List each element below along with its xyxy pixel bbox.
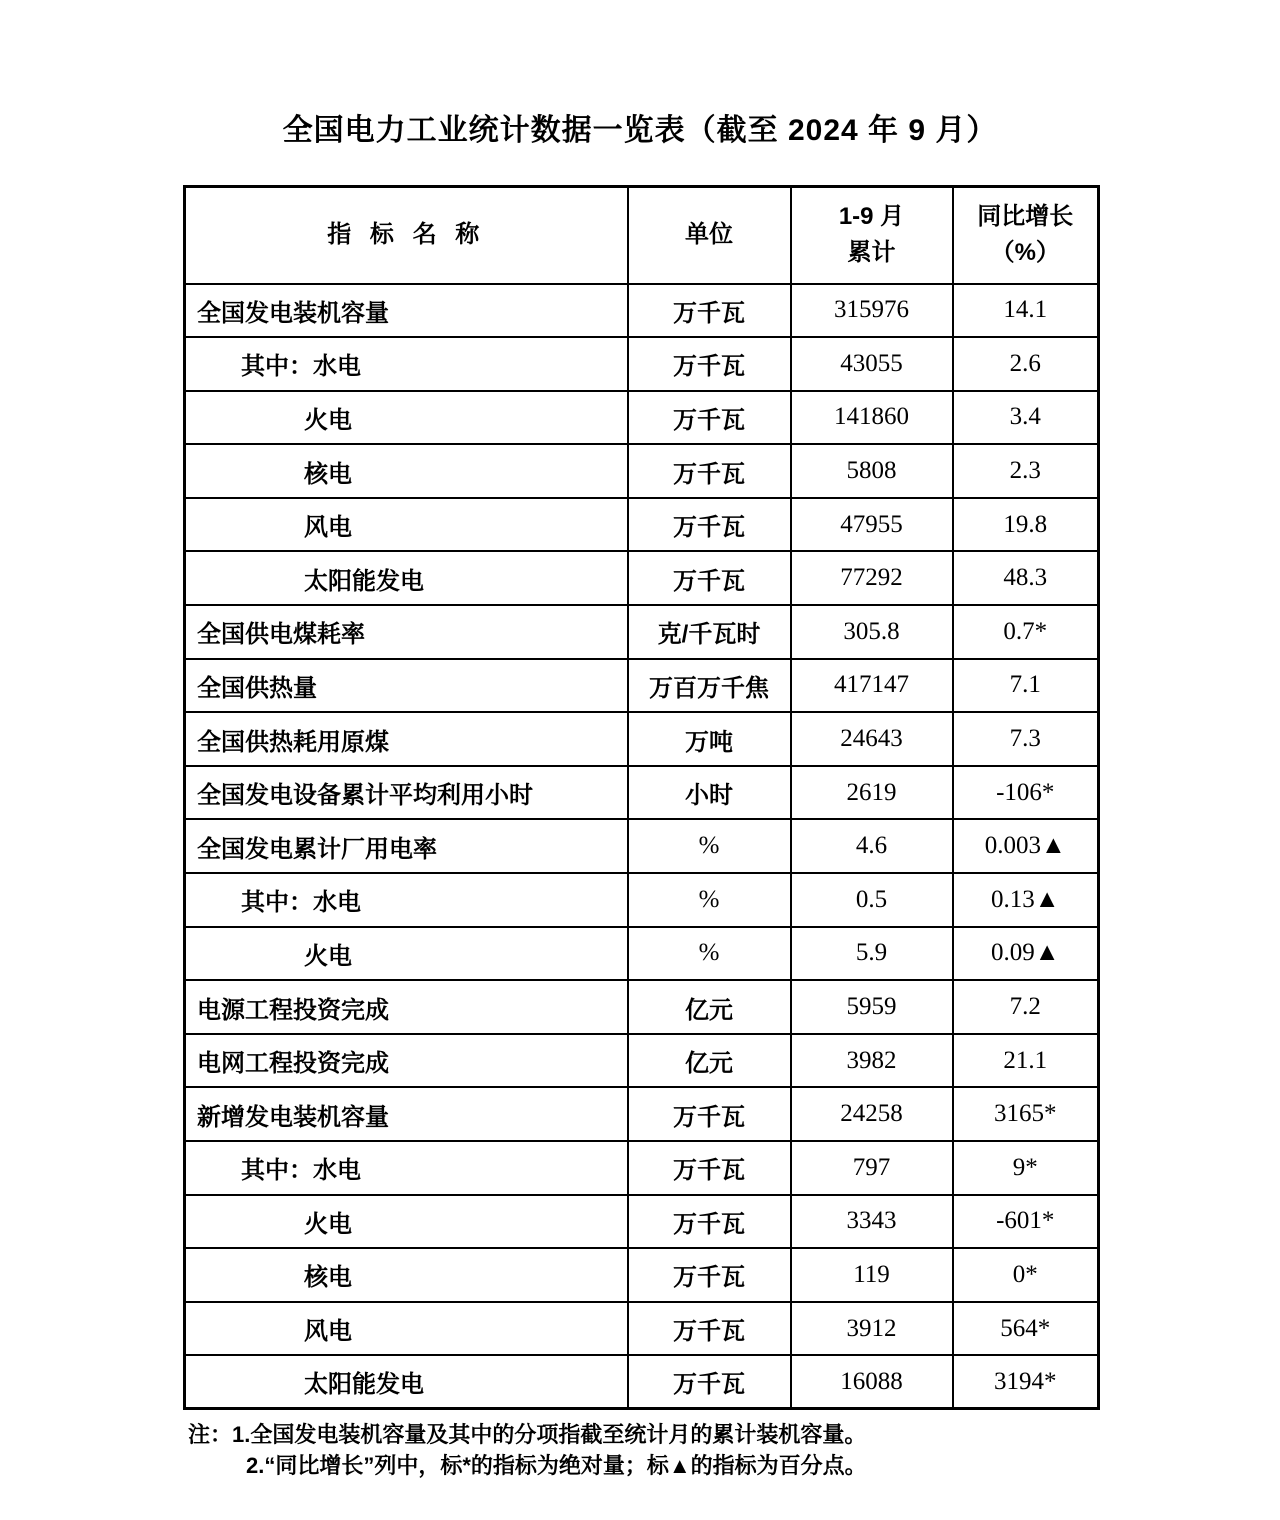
statistics-table	[183, 185, 1100, 1410]
unit-cell: 万吨	[628, 712, 791, 766]
unit-cell: 万千瓦	[628, 337, 791, 391]
cumulative-value-cell: 119	[791, 1248, 953, 1302]
indicator-cell: 全国供电煤耗率	[185, 605, 628, 659]
table-row	[185, 1087, 1099, 1141]
col-header-unit: 单位	[628, 187, 791, 284]
indicator-cell: 全国供热耗用原煤	[185, 712, 628, 766]
unit-cell: 万千瓦	[628, 444, 791, 498]
col-header-period-line2: 累计	[847, 239, 896, 267]
indicator-cell: 太阳能发电	[185, 1355, 628, 1409]
yoy-growth-cell: 0.003▲	[953, 819, 1099, 873]
cumulative-value-cell: 24258	[791, 1087, 953, 1141]
indicator-cell: 太阳能发电	[185, 551, 628, 605]
indicator-cell: 电源工程投资完成	[185, 980, 628, 1034]
yoy-growth-cell: 0*	[953, 1248, 1099, 1302]
indicator-cell: 风电	[185, 498, 628, 552]
col-header-indicator: 指 标 名 称	[185, 187, 628, 284]
cumulative-value-cell: 2619	[791, 766, 953, 820]
unit-cell: %	[628, 927, 791, 981]
unit-cell: 万百万千焦	[628, 659, 791, 713]
yoy-growth-cell: 7.3	[953, 712, 1099, 766]
yoy-growth-cell: 564*	[953, 1302, 1099, 1356]
cumulative-value-cell: 5808	[791, 444, 953, 498]
unit-cell: 万千瓦	[628, 1087, 791, 1141]
cumulative-value-cell: 3982	[791, 1034, 953, 1088]
table-row	[185, 605, 1099, 659]
unit-cell: 万千瓦	[628, 1302, 791, 1356]
table-row	[185, 712, 1099, 766]
table-row	[185, 1034, 1099, 1088]
indicator-cell: 其中：水电	[185, 873, 628, 927]
cumulative-value-cell: 305.8	[791, 605, 953, 659]
unit-cell: 小时	[628, 766, 791, 820]
indicator-cell: 全国供热量	[185, 659, 628, 713]
unit-cell: 万千瓦	[628, 391, 791, 445]
yoy-growth-cell: 7.2	[953, 980, 1099, 1034]
indicator-cell: 其中：水电	[185, 1141, 628, 1195]
col-header-growth	[953, 187, 1099, 284]
indicator-cell: 火电	[185, 391, 628, 445]
col-header-period	[791, 187, 953, 284]
table-row	[185, 551, 1099, 605]
yoy-growth-cell: 19.8	[953, 498, 1099, 552]
cumulative-value-cell: 417147	[791, 659, 953, 713]
table-row	[185, 1248, 1099, 1302]
cumulative-value-cell: 77292	[791, 551, 953, 605]
table-row	[185, 927, 1099, 981]
yoy-growth-cell: 48.3	[953, 551, 1099, 605]
yoy-growth-cell: 7.1	[953, 659, 1099, 713]
table-row	[185, 284, 1099, 338]
indicator-cell: 电网工程投资完成	[185, 1034, 628, 1088]
indicator-cell: 新增发电装机容量	[185, 1087, 628, 1141]
yoy-growth-cell: -601*	[953, 1195, 1099, 1249]
cumulative-value-cell: 5959	[791, 980, 953, 1034]
yoy-growth-cell: 0.09▲	[953, 927, 1099, 981]
table-row	[185, 873, 1099, 927]
yoy-growth-cell: 0.13▲	[953, 873, 1099, 927]
unit-cell: 亿元	[628, 980, 791, 1034]
unit-cell: %	[628, 819, 791, 873]
footnotes	[188, 1419, 1088, 1481]
cumulative-value-cell: 3912	[791, 1302, 953, 1356]
unit-cell: %	[628, 873, 791, 927]
page-title: 全国电力工业统计数据一览表（截至 2024 年 9 月）	[282, 114, 998, 147]
cumulative-value-cell: 3343	[791, 1195, 953, 1249]
table-row	[185, 659, 1099, 713]
indicator-cell: 全国发电设备累计平均利用小时	[185, 766, 628, 820]
col-header-growth-line1: 同比增长	[977, 203, 1074, 231]
table-row	[185, 391, 1099, 445]
table-header-row	[185, 187, 1099, 284]
cumulative-value-cell: 43055	[791, 337, 953, 391]
yoy-growth-cell: 3.4	[953, 391, 1099, 445]
indicator-cell: 其中：水电	[185, 337, 628, 391]
yoy-growth-cell: -106*	[953, 766, 1099, 820]
cumulative-value-cell: 797	[791, 1141, 953, 1195]
yoy-growth-cell: 2.3	[953, 444, 1099, 498]
table-row	[185, 498, 1099, 552]
unit-cell: 万千瓦	[628, 1248, 791, 1302]
yoy-growth-cell: 0.7*	[953, 605, 1099, 659]
indicator-cell: 火电	[185, 927, 628, 981]
table-row	[185, 1355, 1099, 1409]
table-row	[185, 1195, 1099, 1249]
unit-cell: 克/千瓦时	[628, 605, 791, 659]
cumulative-value-cell: 4.6	[791, 819, 953, 873]
unit-cell: 万千瓦	[628, 551, 791, 605]
table-row	[185, 337, 1099, 391]
unit-cell: 万千瓦	[628, 1195, 791, 1249]
indicator-cell: 全国发电装机容量	[185, 284, 628, 338]
unit-cell: 万千瓦	[628, 1141, 791, 1195]
col-header-period-line1: 1-9 月	[838, 203, 905, 231]
cumulative-value-cell: 315976	[791, 284, 953, 338]
indicator-cell: 全国发电累计厂用电率	[185, 819, 628, 873]
table-row	[185, 1141, 1099, 1195]
table-row	[185, 980, 1099, 1034]
unit-cell: 亿元	[628, 1034, 791, 1088]
indicator-cell: 风电	[185, 1302, 628, 1356]
unit-cell: 万千瓦	[628, 284, 791, 338]
document-page	[183, 0, 1097, 1520]
footnote-2: 2.“同比增长”列中，标*的指标为绝对量；标▲的指标为百分点。	[246, 1453, 867, 1478]
cumulative-value-cell: 47955	[791, 498, 953, 552]
cumulative-value-cell: 16088	[791, 1355, 953, 1409]
unit-cell: 万千瓦	[628, 1355, 791, 1409]
yoy-growth-cell: 2.6	[953, 337, 1099, 391]
unit-cell: 万千瓦	[628, 498, 791, 552]
table-row	[185, 819, 1099, 873]
cumulative-value-cell: 0.5	[791, 873, 953, 927]
cumulative-value-cell: 24643	[791, 712, 953, 766]
indicator-cell: 核电	[185, 444, 628, 498]
cumulative-value-cell: 141860	[791, 391, 953, 445]
table-row	[185, 1302, 1099, 1356]
yoy-growth-cell: 9*	[953, 1141, 1099, 1195]
col-header-growth-line2: （%）	[990, 239, 1060, 267]
yoy-growth-cell: 21.1	[953, 1034, 1099, 1088]
indicator-cell: 火电	[185, 1195, 628, 1249]
table-row	[185, 766, 1099, 820]
indicator-cell: 核电	[185, 1248, 628, 1302]
yoy-growth-cell: 14.1	[953, 284, 1099, 338]
yoy-growth-cell: 3165*	[953, 1087, 1099, 1141]
footnote-1: 注：1.全国发电装机容量及其中的分项指截至统计月的累计装机容量。	[188, 1422, 867, 1447]
cumulative-value-cell: 5.9	[791, 927, 953, 981]
yoy-growth-cell: 3194*	[953, 1355, 1099, 1409]
table-row	[185, 444, 1099, 498]
